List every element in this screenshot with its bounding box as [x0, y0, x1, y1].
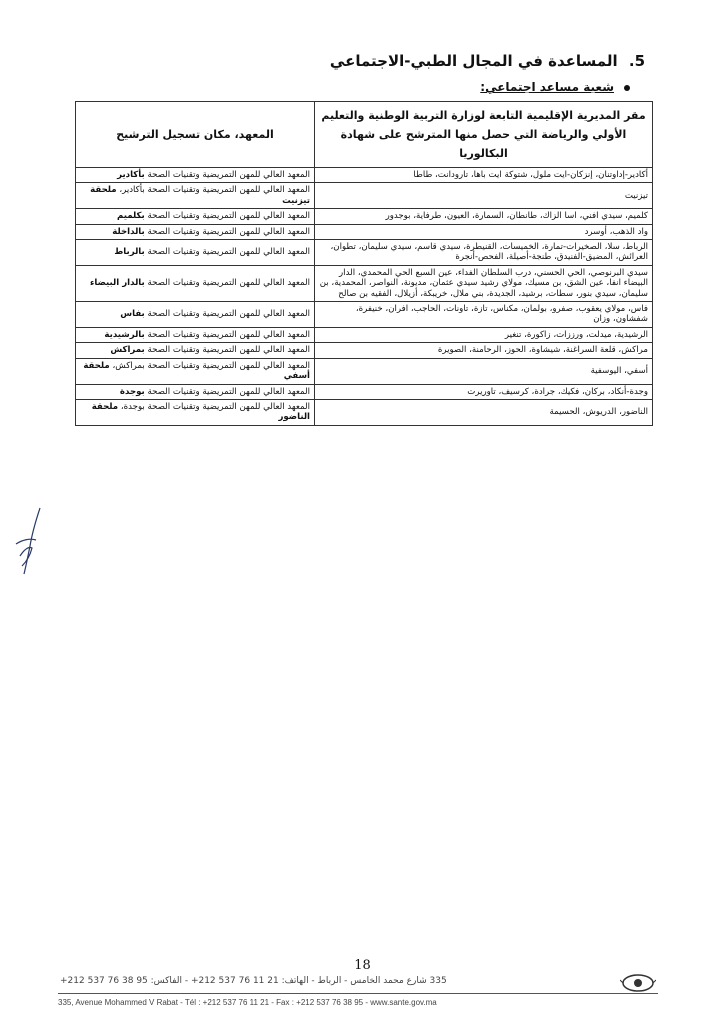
table-row: [76, 302, 653, 328]
table-body: [76, 168, 653, 426]
institute-name: المعهد العالي للمهن التمريضية وتقنيات الصحة: [144, 211, 310, 222]
section-title: المساعدة في المجال الطبي-الاجتماعي: [329, 52, 618, 70]
institute-name: المعهد العالي للمهن التمريضية وتقنيات الصحة: [144, 170, 310, 180]
subheading: [480, 80, 630, 94]
table-row: [76, 358, 653, 384]
institute-city: بالدار البيضاء: [89, 278, 145, 289]
table-row: [76, 265, 653, 301]
cell-institute: [76, 240, 315, 266]
institute-name: المعهد العالي للمهن التمريضية وتقنيات الصحة بأكادير،: [116, 185, 310, 196]
section-number: 5.: [628, 52, 645, 70]
page-number: 18: [354, 958, 371, 973]
ministry-logo-icon: [620, 972, 656, 994]
institute-name: المعهد العالي للمهن التمريضية وتقنيات الصحة: [144, 386, 310, 397]
cell-directorate: الرشيدية، ميدلت، ورززات، زاكورة، تنغير: [315, 327, 653, 342]
institute-name: المعهد العالي للمهن التمريضية وتقنيات الصحة: [144, 345, 310, 356]
cell-institute: [76, 327, 315, 342]
cell-institute: [76, 302, 315, 328]
cell-institute: [76, 183, 315, 209]
institute-name: المعهد العالي للمهن التمريضية وتقنيات الصحة: [144, 278, 310, 289]
institute-name: المعهد العالي للمهن التمريضية وتقنيات الصحة: [144, 329, 310, 340]
cell-directorate: كلميم، سيدي افني، اسا الزاك، طانطان، السمارة، العيون، طرفاية، بوجدور: [315, 209, 653, 224]
institute-name: المعهد العالي للمهن التمريضية وتقنيات الصحة: [144, 247, 310, 258]
subheading-text: شعبة مساعد اجتماعي:: [480, 80, 614, 94]
table-row: [76, 183, 653, 209]
institute-name: المعهد العالي للمهن التمريضية وتقنيات الصحة بمراكش،: [109, 360, 310, 371]
cell-institute: [76, 265, 315, 301]
section-heading: [330, 52, 645, 70]
table-row: [76, 343, 653, 358]
signature-mark: [10, 500, 50, 580]
table-row: [76, 399, 653, 425]
institute-city: بفاس: [120, 309, 145, 320]
institute-city: بوجدة: [119, 386, 145, 397]
institutes-table: [75, 101, 653, 426]
table-row: [76, 240, 653, 266]
institute-city: بالداخلة: [112, 226, 145, 237]
institute-city: ملحقة الناضور: [91, 401, 310, 423]
institute-name: المعهد العالي للمهن التمريضية وتقنيات الصحة: [144, 226, 310, 237]
cell-directorate: الناضور، الدريوش، الحسيمة: [315, 399, 653, 425]
header-directorate: مقر المديرية الإقليمية التابعة لوزارة التربية الوطنية والتعليم الأولي والرياضة التي حصل منها المترشح على شهادة البكالوريا: [315, 102, 653, 168]
cell-institute: [76, 358, 315, 384]
institute-city: بأكادير: [117, 170, 145, 180]
cell-directorate: أكادير-إداوتنان، إنزكان-ايت ملول، شتوكة ايت باها، تارودانت، طاطا: [315, 168, 653, 183]
table-row: [76, 384, 653, 399]
cell-institute: [76, 384, 315, 399]
header-institute: المعهد، مكان تسجيل الترشيح: [76, 102, 315, 168]
cell-institute: [76, 209, 315, 224]
institute-name: المعهد العالي للمهن التمريضية وتقنيات الصحة بوجدة،: [118, 401, 310, 412]
cell-directorate: وجدة-أنكاد، بركان، فكيك، جرادة، كرسيف، تاوريرت: [315, 384, 653, 399]
cell-institute: [76, 343, 315, 358]
bullet-icon: [624, 85, 630, 91]
institute-city: بمراكش: [110, 345, 145, 356]
institute-city: ملحقة أسفي: [83, 360, 310, 382]
cell-institute: [76, 224, 315, 239]
institute-city: ملحقة تيزنيت: [90, 185, 310, 206]
institute-city: بكلميم: [117, 211, 145, 222]
cell-directorate: فاس، مولاي يعقوب، صفرو، بولمان، مكناس، تازة، تاونات، الحاجب، افران، خنيفرة، شفشاون، وزان: [315, 302, 653, 328]
institute-city: بالرباط: [114, 247, 145, 258]
cell-directorate: الرباط، سلا، الصخيرات-تمارة، الخميسات، القنيطرة، سيدي قاسم، سيدي سليمان، تطوان، العرائش، المضيق-الفنيدق، طنجة-أصيلة، الفحص-أنجرة: [315, 240, 653, 266]
cell-directorate: واد الذهب، أوسرد: [315, 224, 653, 239]
footer-arabic: 335 شارع محمد الخامس - الرباط - الهاتف: 21 11 76 537 212+ - الفاكس: 95 38 76 537 212+: [60, 976, 447, 986]
table-row: [76, 209, 653, 224]
cell-institute: [76, 399, 315, 425]
cell-directorate: تيزنيت: [315, 183, 653, 209]
cell-directorate: مراكش، قلعة السراغنة، شيشاوة، الحوز، الرحامنة، الصويرة: [315, 343, 653, 358]
table-header-row: [76, 102, 653, 168]
cell-directorate: أسفي، اليوسفية: [315, 358, 653, 384]
table-row: [76, 327, 653, 342]
table-row: [76, 224, 653, 239]
cell-directorate: سيدي البرنوصي، الحي الحسني، درب السلطان الفداء، عين السبع الحي المحمدي، الدار البيضاء انفا، عين الشق، بن مسيك، مولاي رشيد سيدي عثمان، مديونة، النواصر، المحمدية، بن سليمان، سيدي بنور، سطات، برشيد، الجديدة، بني ملال، خريبكة، أزيلال، الفقيه بن صالح: [315, 265, 653, 301]
institute-name: المعهد العالي للمهن التمريضية وتقنيات الصحة: [144, 309, 310, 320]
institute-city: بالرشيدية: [104, 329, 145, 340]
footer-french: 335, Avenue Mohammed V Rabat - Tél : +212 537 76 11 21 - Fax : +212 537 76 38 95 - www.sante.gov.ma: [58, 998, 437, 1007]
footer-divider: [58, 993, 658, 994]
table-row: [76, 168, 653, 183]
cell-institute: [76, 168, 315, 183]
